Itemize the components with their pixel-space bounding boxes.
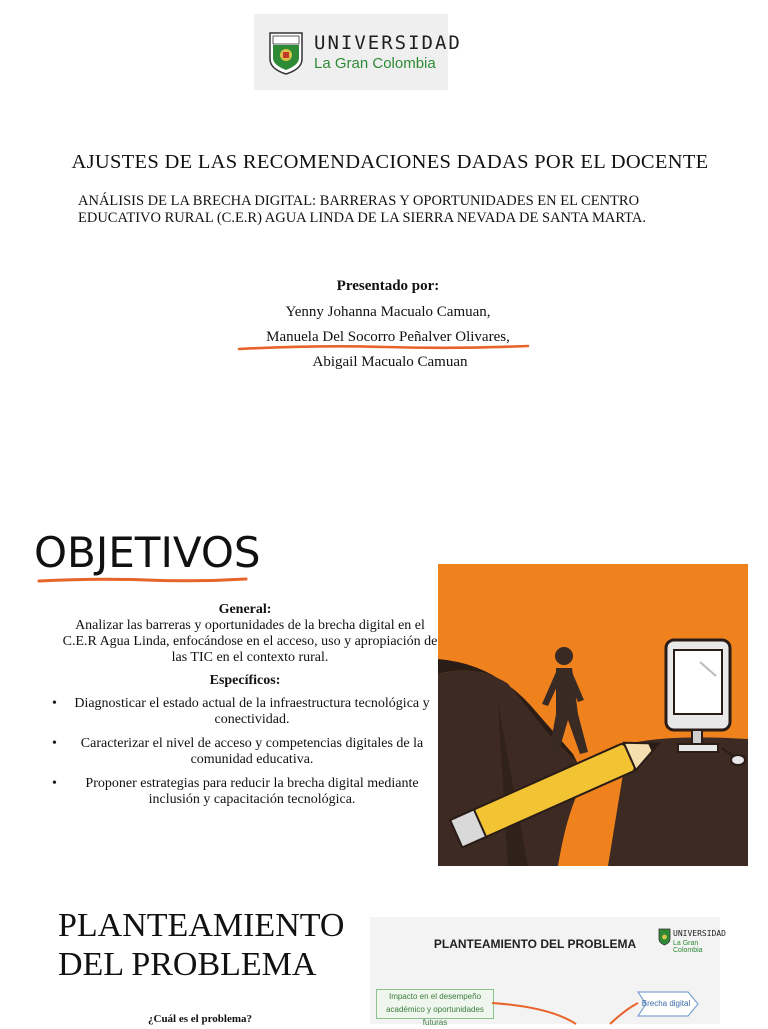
specific-objectives-label: Específicos: <box>209 673 281 688</box>
slide-logo-text-la-gran-colombia: La Gran Colombia <box>673 940 703 954</box>
specific-objective-item <box>46 776 440 808</box>
problem-slide-thumbnail <box>370 917 726 1027</box>
cover-subtitle: ANÁLISIS DE LA BRECHA DIGITAL: BARRERAS Y OPORTUNIDADES EN EL CENTRO EDUCATIVO RURAL (C.E.R) AGUA LINDA DE LA SIERRA NEVADA DE SANTA MARTA. <box>78 193 646 226</box>
specific-objective-text: Proponer estrategias para reducir la brecha digital mediante inclusión y capacitación tecnológica. <box>85 776 419 807</box>
author-3: Abigail Macualo Camuan <box>312 354 468 370</box>
slide-connector-lines <box>490 997 640 1024</box>
slide-crest-icon <box>658 928 671 946</box>
logo-text-la-gran-colombia: La Gran Colombia <box>314 55 436 72</box>
slide-logo-text-university: UNIVERSIDAD <box>673 929 726 938</box>
problem-heading-line-2: DEL PROBLEMA <box>58 946 317 983</box>
digital-gap-illustration <box>438 564 748 866</box>
specific-objectives-list <box>46 696 440 816</box>
bullet-marker: • <box>52 776 57 791</box>
objectives-heading: OBJETIVOS <box>34 528 261 577</box>
university-crest-icon <box>268 31 304 75</box>
slide-brecha-digital-label: Brecha digital <box>641 999 691 1008</box>
general-objective-text: Analizar las barreras y oportunidades de la brecha digital en el C.E.R Agua Linda, enfocándose en el acceso, uso y apropiación de las TIC en el contexto rural. <box>62 618 438 665</box>
objectives-underline-stroke <box>36 574 250 586</box>
logo-text-university: UNIVERSIDAD <box>314 32 462 54</box>
problem-heading <box>58 906 344 984</box>
problem-heading-line-1: PLANTEAMIENTO <box>58 907 345 944</box>
author-1: Yenny Johanna Macualo Camuan, <box>285 304 491 320</box>
bullet-marker: • <box>52 696 57 711</box>
university-logo <box>254 14 462 90</box>
general-objective-label: General: <box>218 602 272 617</box>
bullet-marker: • <box>52 736 57 751</box>
author-underline-stroke <box>236 341 532 353</box>
slide-impact-box: Impacto en el desempeño académico y oportunidades futuras <box>376 989 494 1019</box>
specific-objective-text: Diagnosticar el estado actual de la infraestructura tecnológica y conectividad. <box>74 696 430 727</box>
slide-title: PLANTEAMIENTO DEL PROBLEMA <box>433 937 637 951</box>
problem-question: ¿Cuál es el problema? <box>148 1013 252 1025</box>
specific-objective-text: Caracterizar el nivel de acceso y competencias digitales de la comunidad educativa. <box>80 736 424 767</box>
specific-objective-item <box>46 736 440 768</box>
specific-objective-item <box>46 696 440 728</box>
cover-title: AJUSTES DE LAS RECOMENDACIONES DADAS POR EL DOCENTE <box>71 151 709 173</box>
presented-by-label: Presentado por: <box>336 278 440 294</box>
author-2: Manuela Del Socorro Peñalver Olivares, <box>266 329 510 345</box>
